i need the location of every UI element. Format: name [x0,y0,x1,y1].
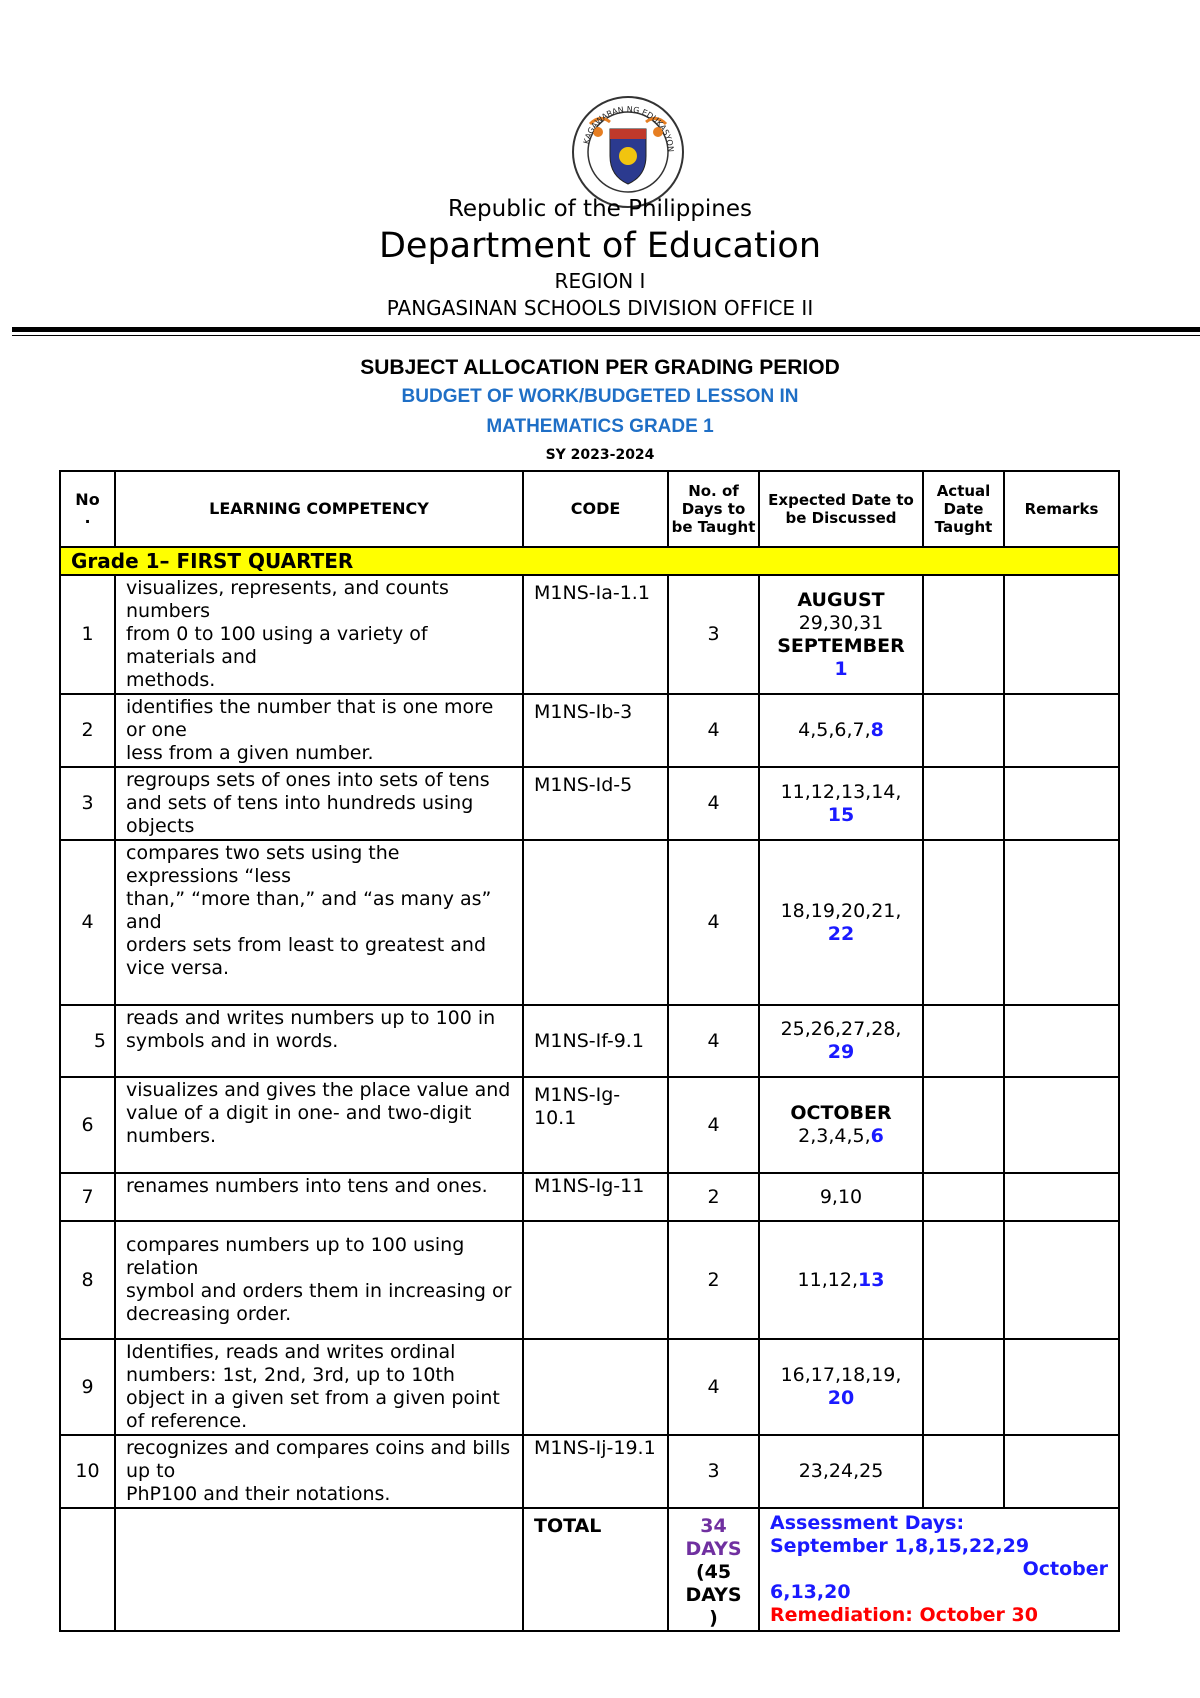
header-competency: LEARNING COMPETENCY [115,471,523,547]
row-no: 10 [60,1435,115,1508]
row-days: 4 [668,1077,759,1173]
quarter-label: Grade 1– FIRST QUARTER [60,547,1119,575]
row-days: 4 [668,1005,759,1077]
total-competency [115,1508,523,1631]
header-remarks: Remarks [1004,471,1119,547]
quarter-row [60,547,1119,575]
department-heading: Department of Education [378,226,822,266]
row-remarks [1004,1435,1119,1508]
table-header-row [60,471,1119,547]
row-days: 2 [668,1221,759,1339]
table-row [60,1221,1119,1339]
deped-seal [570,94,686,210]
header-code: CODE [523,471,668,547]
row-remarks [1004,1173,1119,1221]
row-code: M1NS-Ib-3 [523,694,668,767]
row-actual-date [923,694,1004,767]
row-code [523,840,668,1005]
row-code: M1NS-Ij-19.1 [523,1435,668,1508]
row-expected-date: 18,19,20,21, 22 [759,840,923,1005]
row-actual-date [923,1339,1004,1435]
row-competency: renames numbers into tens and ones. [115,1173,523,1221]
row-expected-date: 4,5,6,7,8 [759,694,923,767]
row-expected-date: 16,17,18,19, 20 [759,1339,923,1435]
row-competency: visualizes and gives the place value and value of a digit in one- and two-digit numbers. [115,1077,523,1173]
row-remarks [1004,575,1119,694]
budget-of-work-title: BUDGET OF WORK/BUDGETED LESSON IN [401,386,799,407]
row-expected-date: 23,24,25 [759,1435,923,1508]
table-row [60,694,1119,767]
total-no [60,1508,115,1631]
row-remarks [1004,1005,1119,1077]
row-code: M1NS-Ig-11 [523,1173,668,1221]
assessment-september: September 1,8,15,22,29 [770,1535,1030,1557]
total-row [60,1508,1119,1631]
row-actual-date [923,1077,1004,1173]
row-actual-date [923,575,1004,694]
assessment-october-dates: 6,13,20 [770,1581,851,1603]
row-code: M1NS-Ig-10.1 [523,1077,668,1173]
assessment-days [759,1508,1119,1631]
republic-heading: Republic of the Philippines [447,196,753,222]
row-actual-date [923,1173,1004,1221]
row-code [523,1339,668,1435]
seal-text: KAGAWARAN NG EDUKASYON [581,104,676,153]
assessment-label: Assessment Days: [770,1512,965,1534]
row-actual-date [923,1005,1004,1077]
table-row [60,1435,1119,1508]
row-competency: Identifies, reads and writes ordinal numbers: 1st, 2nd, 3rd, up to 10th object in a given set from a given point of reference. [115,1339,523,1435]
row-expected-date: 9,10 [759,1173,923,1221]
row-remarks [1004,694,1119,767]
row-competency: reads and writes numbers up to 100 in symbols and in words. [115,1005,523,1077]
budget-of-work-table [59,470,1120,1632]
row-remarks [1004,1339,1119,1435]
row-actual-date [923,1435,1004,1508]
header-divider [12,327,1200,332]
table-row [60,1077,1119,1173]
table-row [60,1005,1119,1077]
row-competency: identifies the number that is one more or one less from a given number. [115,694,523,767]
row-remarks [1004,767,1119,840]
row-no: 1 [60,575,115,694]
assessment-october-label: October [1022,1558,1108,1580]
table-row [60,575,1119,694]
table-row [60,767,1119,840]
row-expected-date: 11,12,13,14, 15 [759,767,923,840]
row-expected-date: 11,12,13 [759,1221,923,1339]
row-code: M1NS-Ia-1.1 [523,575,668,694]
table-row [60,1173,1119,1221]
header-expected-date: Expected Date to be Discussed [759,471,923,547]
subject-allocation-title: SUBJECT ALLOCATION PER GRADING PERIOD [360,356,840,379]
school-year: SY 2023-2024 [545,447,655,463]
row-days: 4 [668,767,759,840]
row-no: 4 [60,840,115,1005]
row-no: 3 [60,767,115,840]
row-days: 2 [668,1173,759,1221]
row-no: 2 [60,694,115,767]
row-expected-date: 25,26,27,28, 29 [759,1005,923,1077]
row-days: 4 [668,694,759,767]
row-days: 4 [668,1339,759,1435]
row-competency: compares numbers up to 100 using relation symbol and orders them in increasing or decreasing order. [115,1221,523,1339]
row-competency: regroups sets of ones into sets of tens and sets of tens into hundreds using objects [115,767,523,840]
row-actual-date [923,767,1004,840]
division-heading: PANGASINAN SCHOOLS DIVISION OFFICE II [386,296,814,320]
row-remarks [1004,1077,1119,1173]
row-remarks [1004,1221,1119,1339]
header-days: No. of Days to be Taught [668,471,759,547]
row-code: M1NS-If-9.1 [523,1005,668,1077]
row-expected-date: AUGUST 29,30,31 SEPTEMBER 1 [759,575,923,694]
row-competency: recognizes and compares coins and bills up to PhP100 and their notations. [115,1435,523,1508]
row-days: 4 [668,840,759,1005]
row-no: 6 [60,1077,115,1173]
header-actual-date: Actual Date Taught [923,471,1004,547]
table-row [60,840,1119,1005]
table-row [60,1339,1119,1435]
row-remarks [1004,840,1119,1005]
header-divider-thin [12,335,1200,336]
row-no: 9 [60,1339,115,1435]
row-code: M1NS-Id-5 [523,767,668,840]
row-days: 3 [668,575,759,694]
mathematics-title: MATHEMATICS GRADE 1 [486,416,714,437]
row-no: 7 [60,1173,115,1221]
total-label: TOTAL [523,1508,668,1631]
region-heading: REGION I [554,269,646,293]
row-days: 3 [668,1435,759,1508]
row-no: 5 [60,1005,115,1077]
row-no: 8 [60,1221,115,1339]
total-days: 34 DAYS (45 DAYS ) [668,1508,759,1631]
remediation-date: Remediation: October 30 [770,1604,1038,1626]
header-no: No . [60,471,115,547]
row-actual-date [923,840,1004,1005]
row-code [523,1221,668,1339]
row-expected-date: OCTOBER 2,3,4,5,6 [759,1077,923,1173]
row-actual-date [923,1221,1004,1339]
row-competency: compares two sets using the expressions “less than,” “more than,” and “as many as” and orders sets from least to greatest and vice versa. [115,840,523,1005]
row-competency: visualizes, represents, and counts numbers from 0 to 100 using a variety of materials and methods. [115,575,523,694]
